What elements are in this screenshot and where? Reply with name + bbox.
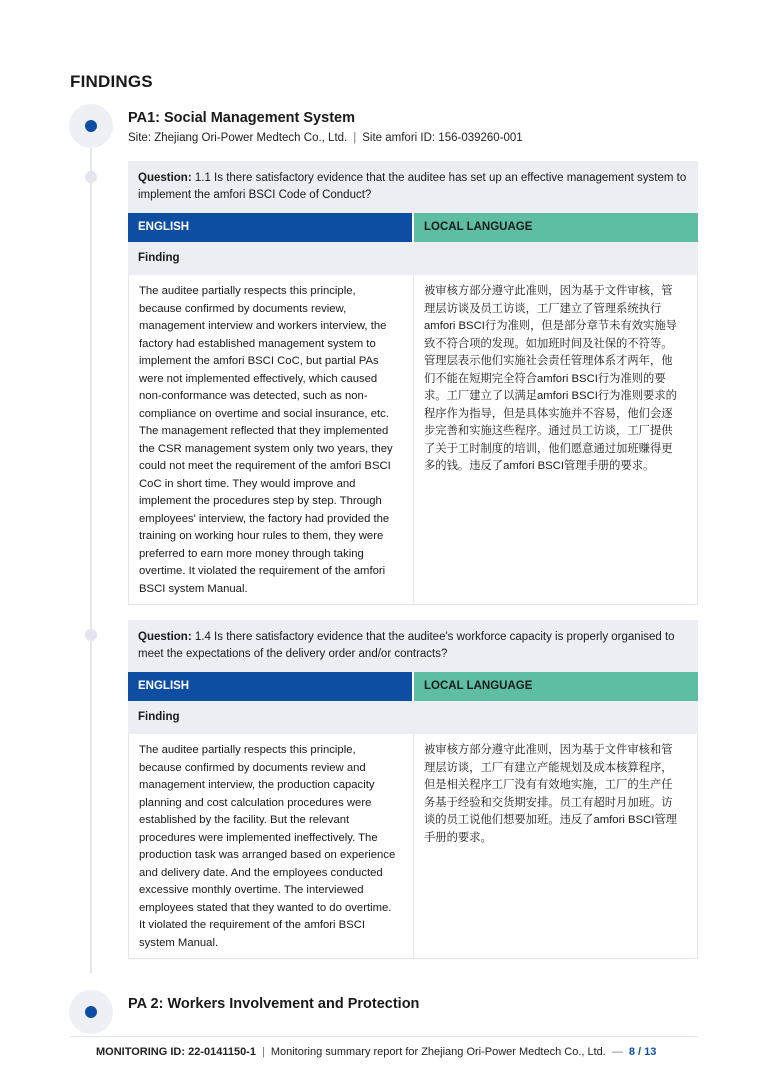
section-title: FINDINGS [70,72,153,91]
timeline-marker-pa2 [69,990,113,1034]
timeline-line [90,145,92,973]
site-separator: | [353,132,357,144]
question-text: 1.1 Is there satisfactory evidence that the auditee has set up an effective management system to implement the amfori BSCI Code of Conduct? [138,172,687,201]
pa1-title: PA1: Social Management System [128,110,355,126]
timeline-node-q2 [85,629,97,641]
timeline-dot-icon [85,1006,97,1018]
monitoring-id: MONITORING ID: 22-0141150-1 [96,1046,256,1058]
timeline-dot-icon [85,120,97,132]
question-block-1-4 [128,620,698,959]
question-header [128,161,698,213]
footer-divider [70,1036,698,1037]
local-language-column-header: LOCAL LANGUAGE [414,213,698,242]
finding-english-text: The auditee partially respects this principle, because confirmed by documents review and management interview, the production capacity planning and cost calculation procedures were established by the facility. But the relevant procedures were implemented ineffectively. The production task was arranged based on experience and delivery date. And the employees conducted excessive monthly overtime. The interviewed employees stated that they wanted to do overtime. It violated the requirement of the amfori BSCI system Manual. [129,734,414,958]
footer-separator: | [261,1046,265,1058]
english-column-header: ENGLISH [128,213,412,242]
language-header-row [128,672,698,701]
question-header [128,620,698,672]
finding-local-text: 被审核方部分遵守此准则，因为基于文件审核和管 理层访谈，工厂有建立产能规划及成本核算程序， 但是相关程序工厂没有有效地实施，工厂的生产任 务基于经验和交货期安排。员工有超时月加班。访 谈的员工说他们想要加班。违反了amfori BSCI管理 手册的要求。 [424,744,677,844]
english-column-header: ENGLISH [128,672,412,701]
question-block-1-1 [128,161,698,605]
page-number: 8 / 13 [628,1046,657,1058]
question-label: Question: [138,172,192,184]
timeline-marker-pa1 [69,104,113,148]
site-name: Site: Zhejiang Ori-Power Medtech Co., Ltd. [128,132,348,144]
site-info [128,132,523,144]
report-title: Monitoring summary report for Zhejiang Ori-Power Medtech Co., Ltd. [270,1046,606,1058]
question-label: Question: [138,631,192,643]
language-header-row [128,213,698,242]
finding-content-row [128,734,698,959]
footer-dash: — [611,1046,623,1058]
local-language-column-header: LOCAL LANGUAGE [414,672,698,701]
finding-content-row [128,275,698,605]
page-footer [96,1046,656,1058]
finding-local-text: 被审核方部分遵守此准则，因为基于文件审核，管 理层访谈及员工访谈，工厂建立了管理系统执行 amfori BSCI行为准则，但是部分章节未有效实施导 致不符合项的发现。如加班时间及社保的不符等。 管理层表示他们实施社会责任管理体系才两年，他 们不能在短期完全符合amfori BSCI行为准则的要 求。工厂建立了以满足amfori BSCI行为准则要求的 程序作为指导，但是具体实施并不容易，他们会逐 步完善和实施这些程序。通过员工访谈，工厂提供 了关于工时制度的培训，他们愿意通过加班赚得更 多的钱。违反了amfori BSCI管理手册的要求。 [424,285,677,472]
question-text: 1.4 Is there satisfactory evidence that the auditee's workforce capacity is properly organised to meet the expectations of the delivery order and/or contracts? [138,631,675,660]
finding-label: Finding [128,242,698,275]
timeline-node-q1 [85,171,97,183]
pa2-title: PA 2: Workers Involvement and Protection [128,996,420,1012]
finding-label: Finding [128,701,698,734]
finding-english-text: The auditee partially respects this principle, because confirmed by documents review, management interview and workers interview, the factory had established management system to implement the amfori BSCI CoC, but partial PAs were not implemented effectively, which caused non-conformance was detected, such as non- compliance on overtime and social insurance, etc. The management reflected that they implemented the CSR management system only two years, they could not meet the requirement of the amfori BSCI CoC in short time. They would improve and implement the procedures step by step. Through employees' interview, the factory had provided the training on working hour rules to them, they were preferred to earn more money through taking overtime. It violated the requirement of the amfori BSCI system Manual. [129,275,414,604]
site-amfori-id: Site amfori ID: 156-039260-001 [362,132,523,144]
